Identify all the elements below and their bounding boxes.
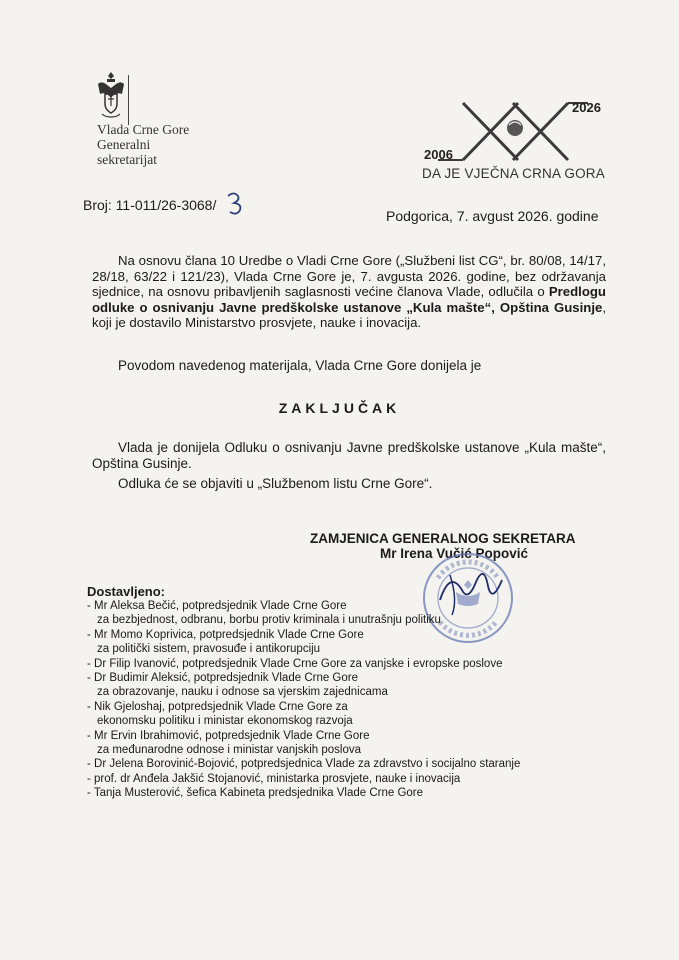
coat-of-arms-icon [96, 70, 126, 120]
list-item: - Dr Budimir Aleksić, potpredsjednik Vlade Crne Gore [87, 672, 359, 685]
org-name-line-1: Vlada Crne Gore [97, 122, 190, 137]
list-item: - Nik Gjeloshaj, potpredsjednik Vlade Crne Gore za [87, 700, 348, 713]
org-name-line-2: Generalni [97, 137, 151, 152]
list-item: za obrazovanje, nauku i odnose sa vjerskim zajednicama [97, 686, 388, 699]
conclusion-heading: ZAKLJUČAK [278, 400, 401, 416]
handwritten-number [224, 188, 248, 220]
list-item: - Dr Jelena Borovinić-Bojović, potpredsjednica Vlade za zdravstvo i socijalno staranje [87, 758, 521, 771]
intro-paragraph [92, 253, 606, 331]
intro-text-1: Na osnovu člana 10 Uredbe o Vladi Crne Gore („Službeni list CG“, br. 80/08, 14/17, 28/18, 63/22 i 121/23), Vlada Crne Gore je, 7. avgusta 2026. godine, bez održavanja sjednice, na osnovu pribavljenih saglasnosti većine članova Vlade, odlučila o [92, 253, 606, 299]
document-number [83, 197, 216, 213]
list-item: za politički sistem, pravosuđe i antikorupciju [97, 643, 321, 656]
signatory-title: ZAMJENICA GENERALNOG SEKRETARA [310, 531, 576, 546]
list-item: - Dr Filip Ivanović, potpredsjednik Vlade Crne Gore za vanjske i evropske poslove [87, 657, 503, 670]
document-number-text: Broj: 11-011/26-3068/ [83, 197, 217, 213]
list-item: - prof. dr Anđela Jakšić Stojanović, ministarka prosvjete, nauke i inovacija [87, 772, 461, 785]
distribution-title: Dostavljeno: [87, 584, 166, 599]
place-and-date: Podgorica, 7. avgust 2026. godine [386, 208, 599, 224]
distribution-list [87, 599, 607, 801]
list-item: ekonomsku politiku i ministar ekonomskog razvoja [97, 715, 353, 728]
list-item: - Mr Momo Koprivica, potpredsjednik Vlade Crne Gore [87, 628, 364, 641]
list-item: - Mr Aleksa Bečić, potpredsjednik Vlade Crne Gore [87, 600, 347, 612]
signatory-name: Mr Irena Vučić Popović [380, 546, 529, 561]
intro-text-2: , koji je dostavilo Ministarstvo prosvjete, nauke i inovacija. [92, 299, 606, 330]
logo-year-left: 2006 [424, 147, 453, 162]
header-divider [128, 75, 129, 125]
list-item: - Tanja Musterović, šefica Kabineta predsjednika Vlade Crne Gore [87, 787, 424, 800]
publication-note: Odluka će se objaviti u „Službenom listu Crne Gore“. [118, 476, 433, 491]
logo-year-right: 2026 [572, 100, 601, 115]
list-item: za bezbjednost, odbranu, borbu protiv kriminala i unutrašnju politiku [97, 614, 441, 627]
list-item: - Mr Ervin Ibrahimović, potpredsjednik Vlade Crne Gore [87, 729, 370, 742]
adoption-sentence: Povodom navedenog materijala, Vlada Crne Gore donijela je [118, 358, 482, 373]
list-item: za međunarodne odnose i ministar vanjskih poslova [97, 744, 362, 757]
intro-bold-subject: Predlogu odluke o osnivanju Javne predškolske ustanove „Kula mašte“, Opština Gusinje [92, 284, 606, 315]
conclusion-paragraph: Vlada je donijela Odluku o osnivanju Javne predškolske ustanove „Kula mašte“, Opština Gusinje. [92, 440, 606, 471]
logo-motto: DA JE VJEČNA CRNA GORA [422, 166, 605, 181]
org-name-line-3: sekretarijat [97, 152, 157, 167]
